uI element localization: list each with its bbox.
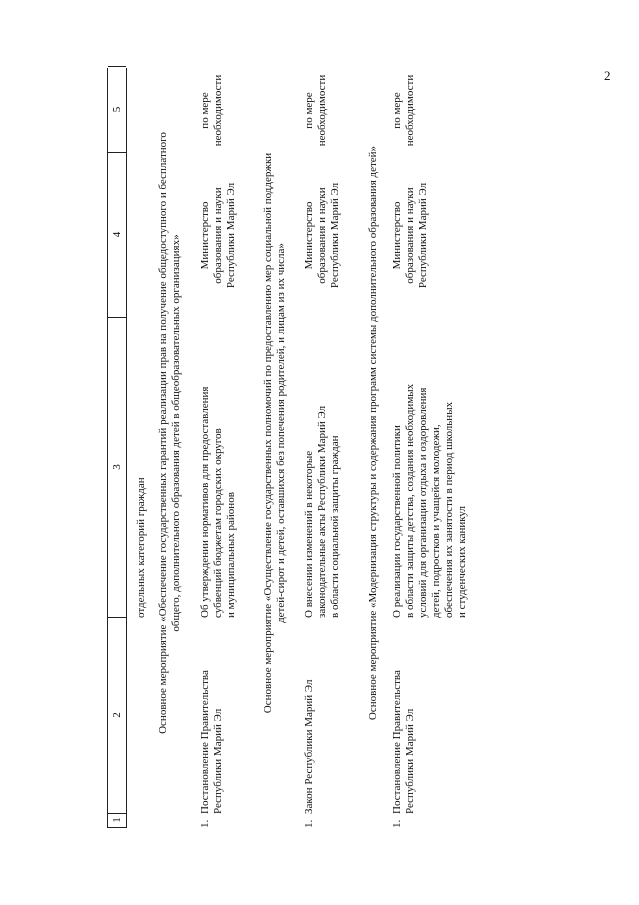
executor-line: Республики Марий Эл <box>329 182 341 289</box>
executor-line: Республики Марий Эл <box>225 182 237 289</box>
executor <box>303 153 342 318</box>
content-line: и студенческих каникул <box>456 506 468 618</box>
section-title <box>157 68 183 798</box>
term-line: по мере <box>303 92 315 129</box>
term-line: необходимости <box>316 74 328 147</box>
content-line: Об утверждении нормативов для предоставления <box>199 386 211 618</box>
content-line: законодательные акты Республики Марий Эл <box>316 405 328 618</box>
document-type <box>391 618 417 814</box>
document-content <box>391 318 469 618</box>
term-line: необходимости <box>212 74 224 147</box>
column-header-1: 1 <box>108 813 126 828</box>
section-title-line: Основное мероприятие «Осуществление государственных полномочий по предоставлению мер социальной поддержки <box>262 152 274 714</box>
executor-line: Министерство <box>303 201 315 270</box>
document-type-line: Республики Марий Эл <box>212 708 224 814</box>
row-number: 1. <box>199 819 211 828</box>
content-line: в области социальной защиты граждан <box>329 435 341 618</box>
document-type <box>199 618 225 814</box>
content-line: обеспечения их занятости в период школьных <box>443 401 455 618</box>
row-number: 1. <box>391 819 403 828</box>
document-type-line: Постановление Правительства <box>199 670 211 814</box>
executor <box>391 153 430 318</box>
rotated-table <box>107 68 527 828</box>
content-line: детей, подростков и учащейся молодежи, <box>430 424 442 618</box>
executor-line: Министерство <box>391 201 403 270</box>
executor-line: Республики Марий Эл <box>417 182 429 289</box>
section-title-line: Основное мероприятие «Модернизация структуры и содержания программ системы дополнительного образования детей» <box>367 145 379 721</box>
document-type-line: Закон Республики Марий Эл <box>303 679 315 814</box>
continued-text: отдельных категорий граждан <box>135 477 147 618</box>
executor-line: образования и науки <box>212 187 224 284</box>
page-number: 2 <box>604 68 611 83</box>
term <box>391 68 417 153</box>
column-header-5: 5 <box>108 66 126 153</box>
content-line: О реализации государственной политики <box>391 425 403 618</box>
document-type-line: Постановление Правительства <box>391 670 403 814</box>
term-line: по мере <box>391 92 403 129</box>
document-content <box>199 318 238 618</box>
section-title <box>262 68 288 798</box>
document-type <box>303 618 316 814</box>
content-line: и муниципальных районов <box>225 492 237 618</box>
row-number: 1. <box>303 819 315 828</box>
content-line: О внесении изменений в некоторые <box>303 450 315 618</box>
column-header-2: 2 <box>108 617 126 814</box>
section-title-line: детей-сирот и детей, оставшихся без попечения родителей, и лицам из их числа» <box>275 243 287 623</box>
executor <box>199 153 238 318</box>
content-line: условий для организации отдыха и оздоровления <box>417 387 429 618</box>
content-line: в области защиты детства, создания необходимых <box>404 383 416 618</box>
section-title-line: Основное мероприятие «Обеспечение государственных гарантий реализации прав на получение общедоступного и бесплатного <box>157 132 169 734</box>
section-title-line: общего, дополнительного образования детей в общеобразовательных организациях» <box>170 234 182 632</box>
term-line: по мере <box>199 92 211 129</box>
term <box>199 68 225 153</box>
section-title <box>367 68 380 798</box>
table-header <box>107 68 127 828</box>
document-content <box>303 318 342 618</box>
executor-line: образования и науки <box>404 187 416 284</box>
document-type-line: Республики Марий Эл <box>404 708 416 814</box>
term-line: необходимости <box>404 74 416 147</box>
executor-line: Министерство <box>199 201 211 270</box>
column-header-4: 4 <box>108 152 126 318</box>
content-line: субвенций бюджетам городских округов <box>212 428 224 618</box>
executor-line: образования и науки <box>316 187 328 284</box>
term <box>303 68 329 153</box>
column-header-3: 3 <box>108 317 126 618</box>
